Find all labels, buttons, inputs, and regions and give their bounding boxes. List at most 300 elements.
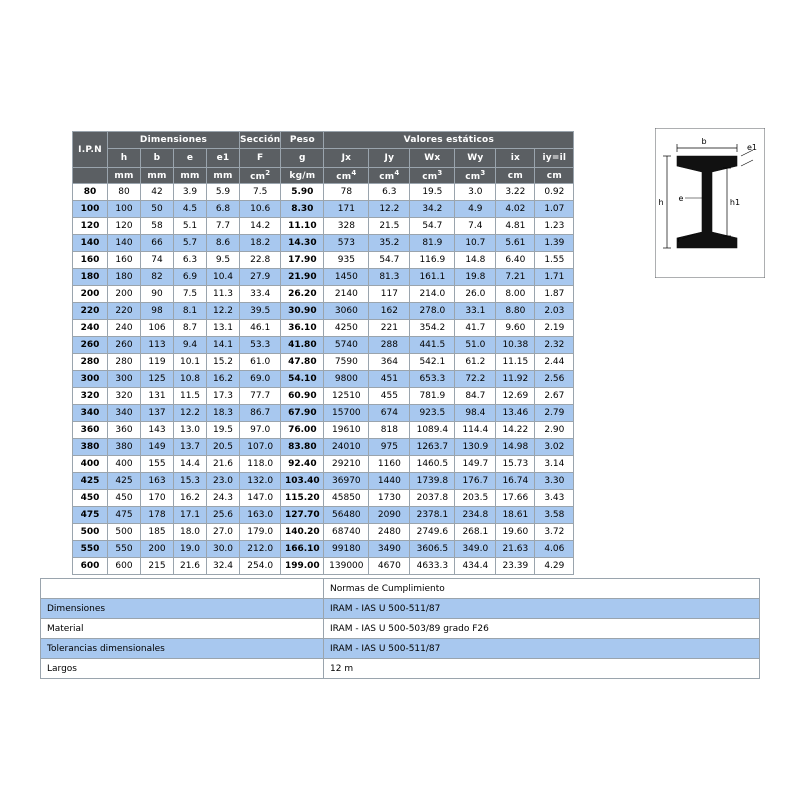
unit-e1: mm (207, 168, 240, 184)
cell-wy: 268.1 (455, 524, 496, 541)
cell-iyil: 1.07 (535, 201, 574, 218)
cell-iyil: 1.39 (535, 235, 574, 252)
cell-b: 82 (141, 269, 174, 286)
cell-ipn: 380 (73, 439, 108, 456)
cell-f: 22.8 (240, 252, 281, 269)
table-row (73, 354, 574, 371)
cell-g: 60.90 (281, 388, 324, 405)
cell-wx: 354.2 (410, 320, 455, 337)
cell-h: 220 (108, 303, 141, 320)
cell-wx: 19.5 (410, 184, 455, 201)
cell-iyil: 2.56 (535, 371, 574, 388)
cell-g: 30.90 (281, 303, 324, 320)
cell-wy: 26.0 (455, 286, 496, 303)
cell-e1: 13.1 (207, 320, 240, 337)
cell-iyil: 2.79 (535, 405, 574, 422)
cell-e: 14.4 (174, 456, 207, 473)
table-row (73, 507, 574, 524)
cell-jx: 1450 (324, 269, 369, 286)
cell-ipn: 450 (73, 490, 108, 507)
cell-ipn: 240 (73, 320, 108, 337)
cell-ix: 10.38 (496, 337, 535, 354)
cell-wy: 130.9 (455, 439, 496, 456)
cell-g: 67.90 (281, 405, 324, 422)
cell-jy: 4670 (369, 558, 410, 575)
cell-wy: 72.2 (455, 371, 496, 388)
cell-iyil: 2.19 (535, 320, 574, 337)
cell-wx: 54.7 (410, 218, 455, 235)
cell-h: 120 (108, 218, 141, 235)
cell-f: 69.0 (240, 371, 281, 388)
cell-ix: 15.73 (496, 456, 535, 473)
cell-f: 46.1 (240, 320, 281, 337)
cell-b: 185 (141, 524, 174, 541)
unit-h: mm (108, 168, 141, 184)
cell-f: 33.4 (240, 286, 281, 303)
cell-wy: 203.5 (455, 490, 496, 507)
cell-jx: 139000 (324, 558, 369, 575)
cell-f: 179.0 (240, 524, 281, 541)
cell-b: 200 (141, 541, 174, 558)
header-ipn: I.P.N (73, 132, 108, 168)
cell-b: 90 (141, 286, 174, 303)
cell-f: 53.3 (240, 337, 281, 354)
norms-row-value: IRAM - IAS U 500-511/87 (324, 599, 760, 619)
label-e1: e1 (747, 143, 758, 152)
cell-jy: 818 (369, 422, 410, 439)
cell-g: 41.80 (281, 337, 324, 354)
cell-e: 5.1 (174, 218, 207, 235)
cell-e1: 24.3 (207, 490, 240, 507)
cell-h: 280 (108, 354, 141, 371)
cell-e1: 23.0 (207, 473, 240, 490)
cell-e1: 10.4 (207, 269, 240, 286)
cell-wx: 1739.8 (410, 473, 455, 490)
cell-iyil: 3.02 (535, 439, 574, 456)
cell-wy: 434.4 (455, 558, 496, 575)
cell-f: 254.0 (240, 558, 281, 575)
cell-e: 7.5 (174, 286, 207, 303)
cell-jx: 4250 (324, 320, 369, 337)
cell-wy: 98.4 (455, 405, 496, 422)
table-row (73, 303, 574, 320)
cell-jy: 455 (369, 388, 410, 405)
cell-f: 163.0 (240, 507, 281, 524)
cell-ipn: 550 (73, 541, 108, 558)
cell-iyil: 4.06 (535, 541, 574, 558)
cell-jx: 12510 (324, 388, 369, 405)
cell-e: 4.5 (174, 201, 207, 218)
cell-g: 26.20 (281, 286, 324, 303)
cell-e: 6.3 (174, 252, 207, 269)
cell-e1: 25.6 (207, 507, 240, 524)
cell-wy: 176.7 (455, 473, 496, 490)
table-row (73, 201, 574, 218)
cell-b: 163 (141, 473, 174, 490)
cell-jy: 364 (369, 354, 410, 371)
cell-wx: 2749.6 (410, 524, 455, 541)
table-row (73, 337, 574, 354)
cell-ipn: 260 (73, 337, 108, 354)
cell-e1: 14.1 (207, 337, 240, 354)
norms-row-value: IRAM - IAS U 500-511/87 (324, 639, 760, 659)
table-head (73, 132, 574, 184)
unit-ipn (73, 168, 108, 184)
cell-wy: 3.0 (455, 184, 496, 201)
cell-wy: 149.7 (455, 456, 496, 473)
label-h: h (658, 198, 664, 207)
cell-jx: 29210 (324, 456, 369, 473)
cell-g: 140.20 (281, 524, 324, 541)
cell-e1: 20.5 (207, 439, 240, 456)
cell-iyil: 2.67 (535, 388, 574, 405)
cell-h: 380 (108, 439, 141, 456)
cell-jx: 3060 (324, 303, 369, 320)
cell-wx: 116.9 (410, 252, 455, 269)
cell-ix: 7.21 (496, 269, 535, 286)
cell-b: 155 (141, 456, 174, 473)
cell-ix: 11.15 (496, 354, 535, 371)
cell-h: 550 (108, 541, 141, 558)
cell-ix: 14.22 (496, 422, 535, 439)
norms-row-value: 12 m (324, 659, 760, 679)
cell-iyil: 3.30 (535, 473, 574, 490)
cell-e1: 30.0 (207, 541, 240, 558)
table-row (73, 218, 574, 235)
cell-iyil: 3.43 (535, 490, 574, 507)
cell-jx: 19610 (324, 422, 369, 439)
symbol-Jx: Jx (324, 149, 369, 168)
cell-ipn: 80 (73, 184, 108, 201)
cell-jx: 15700 (324, 405, 369, 422)
cell-jy: 54.7 (369, 252, 410, 269)
cell-ix: 4.02 (496, 201, 535, 218)
cell-g: 8.30 (281, 201, 324, 218)
header-peso: Peso (281, 132, 324, 149)
norms-header-left (41, 579, 324, 599)
cell-iyil: 2.32 (535, 337, 574, 354)
norms-row-label: Material (41, 619, 324, 639)
header-seccion: Sección (240, 132, 281, 149)
cell-e: 13.0 (174, 422, 207, 439)
table-row (73, 541, 574, 558)
cell-ipn: 100 (73, 201, 108, 218)
cell-e1: 27.0 (207, 524, 240, 541)
cell-f: 39.5 (240, 303, 281, 320)
cell-h: 360 (108, 422, 141, 439)
cell-e1: 5.9 (207, 184, 240, 201)
cell-wy: 114.4 (455, 422, 496, 439)
cell-b: 74 (141, 252, 174, 269)
cell-wy: 61.2 (455, 354, 496, 371)
norms-header-right: Normas de Cumplimiento (324, 579, 760, 599)
cell-wx: 2037.8 (410, 490, 455, 507)
cell-jy: 1160 (369, 456, 410, 473)
symbol-Wx: Wx (410, 149, 455, 168)
cell-g: 127.70 (281, 507, 324, 524)
cell-e: 13.7 (174, 439, 207, 456)
cell-wy: 234.8 (455, 507, 496, 524)
cell-ix: 23.39 (496, 558, 535, 575)
cell-ipn: 140 (73, 235, 108, 252)
cell-h: 160 (108, 252, 141, 269)
table-row (73, 456, 574, 473)
cell-wx: 2378.1 (410, 507, 455, 524)
cell-e: 21.6 (174, 558, 207, 575)
cell-iyil: 2.90 (535, 422, 574, 439)
cell-jy: 21.5 (369, 218, 410, 235)
unit-header-row (73, 168, 574, 184)
cell-e1: 6.8 (207, 201, 240, 218)
unit-ix: cm (496, 168, 535, 184)
cell-e1: 17.3 (207, 388, 240, 405)
symbol-ix: ix (496, 149, 535, 168)
unit-Wy: $cm^3$ (455, 168, 496, 184)
cell-wx: 81.9 (410, 235, 455, 252)
cell-ipn: 340 (73, 405, 108, 422)
unit-e: mm (174, 168, 207, 184)
cell-b: 215 (141, 558, 174, 575)
cell-e1: 21.6 (207, 456, 240, 473)
cell-iyil: 1.23 (535, 218, 574, 235)
cell-ix: 5.61 (496, 235, 535, 252)
cell-jx: 9800 (324, 371, 369, 388)
cell-wy: 33.1 (455, 303, 496, 320)
table-row (73, 422, 574, 439)
cell-jx: 328 (324, 218, 369, 235)
cell-jx: 5740 (324, 337, 369, 354)
cell-f: 27.9 (240, 269, 281, 286)
table-row (73, 388, 574, 405)
cell-iyil: 4.29 (535, 558, 574, 575)
cell-h: 180 (108, 269, 141, 286)
cell-h: 340 (108, 405, 141, 422)
norms-row (41, 639, 760, 659)
cell-e: 19.0 (174, 541, 207, 558)
cell-ipn: 425 (73, 473, 108, 490)
cell-jy: 1440 (369, 473, 410, 490)
symbol-e: e (174, 149, 207, 168)
cell-ipn: 320 (73, 388, 108, 405)
cell-jy: 35.2 (369, 235, 410, 252)
cell-b: 66 (141, 235, 174, 252)
cell-jy: 3490 (369, 541, 410, 558)
symbol-Wy: Wy (455, 149, 496, 168)
unit-F: $cm^2$ (240, 168, 281, 184)
cell-jy: 81.3 (369, 269, 410, 286)
cell-ipn: 500 (73, 524, 108, 541)
cell-e: 8.7 (174, 320, 207, 337)
cell-wy: 7.4 (455, 218, 496, 235)
cell-e: 9.4 (174, 337, 207, 354)
cell-e1: 15.2 (207, 354, 240, 371)
cell-e: 10.1 (174, 354, 207, 371)
cell-g: 166.10 (281, 541, 324, 558)
cell-b: 143 (141, 422, 174, 439)
cell-jx: 56480 (324, 507, 369, 524)
cell-jy: 6.3 (369, 184, 410, 201)
cell-iyil: 1.87 (535, 286, 574, 303)
cell-ix: 12.69 (496, 388, 535, 405)
label-r: r (677, 235, 681, 244)
table-row (73, 286, 574, 303)
cell-jy: 674 (369, 405, 410, 422)
cell-jy: 288 (369, 337, 410, 354)
cell-h: 450 (108, 490, 141, 507)
cell-e: 6.9 (174, 269, 207, 286)
cell-e: 16.2 (174, 490, 207, 507)
table-row (73, 235, 574, 252)
cell-ix: 8.80 (496, 303, 535, 320)
cell-e1: 7.7 (207, 218, 240, 235)
cell-e: 17.1 (174, 507, 207, 524)
cell-e: 3.9 (174, 184, 207, 201)
cell-iyil: 1.71 (535, 269, 574, 286)
cell-g: 54.10 (281, 371, 324, 388)
norms-table (40, 578, 760, 679)
cell-jy: 451 (369, 371, 410, 388)
cell-wy: 14.8 (455, 252, 496, 269)
cell-h: 475 (108, 507, 141, 524)
cell-jx: 7590 (324, 354, 369, 371)
cell-g: 5.90 (281, 184, 324, 201)
cell-wy: 4.9 (455, 201, 496, 218)
norms-row-label: Tolerancias dimensionales (41, 639, 324, 659)
cell-wx: 161.1 (410, 269, 455, 286)
table-body (73, 184, 574, 575)
label-h1: h1 (729, 198, 741, 207)
symbol-h: h (108, 149, 141, 168)
cell-f: 212.0 (240, 541, 281, 558)
unit-Jy: $cm^4$ (369, 168, 410, 184)
cell-b: 113 (141, 337, 174, 354)
cell-b: 42 (141, 184, 174, 201)
norms-row-value: IRAM - IAS U 500-503/89 grado F26 (324, 619, 760, 639)
cell-jx: 24010 (324, 439, 369, 456)
cell-b: 58 (141, 218, 174, 235)
cell-ipn: 220 (73, 303, 108, 320)
cell-h: 320 (108, 388, 141, 405)
cell-g: 11.10 (281, 218, 324, 235)
cell-e: 11.5 (174, 388, 207, 405)
cell-g: 76.00 (281, 422, 324, 439)
cell-e: 8.1 (174, 303, 207, 320)
cell-g: 14.30 (281, 235, 324, 252)
symbol-iy: iy=il (535, 149, 574, 168)
cell-ix: 8.00 (496, 286, 535, 303)
group-header-row (73, 132, 574, 149)
cell-f: 132.0 (240, 473, 281, 490)
cell-g: 103.40 (281, 473, 324, 490)
cell-jy: 975 (369, 439, 410, 456)
cell-iyil: 1.55 (535, 252, 574, 269)
label-e: e (678, 194, 684, 203)
cell-b: 106 (141, 320, 174, 337)
cell-f: 18.2 (240, 235, 281, 252)
cell-b: 98 (141, 303, 174, 320)
cell-jx: 36970 (324, 473, 369, 490)
cell-h: 500 (108, 524, 141, 541)
symbol-F: F (240, 149, 281, 168)
cell-g: 17.90 (281, 252, 324, 269)
norms-row-label: Dimensiones (41, 599, 324, 619)
unit-iy: cm (535, 168, 574, 184)
cell-ix: 9.60 (496, 320, 535, 337)
cell-ix: 21.63 (496, 541, 535, 558)
cell-h: 80 (108, 184, 141, 201)
cell-g: 83.80 (281, 439, 324, 456)
cell-f: 118.0 (240, 456, 281, 473)
symbol-Jy: Jy (369, 149, 410, 168)
cell-ix: 6.40 (496, 252, 535, 269)
cell-f: 10.6 (240, 201, 281, 218)
table-row (73, 405, 574, 422)
cell-f: 61.0 (240, 354, 281, 371)
cell-f: 107.0 (240, 439, 281, 456)
cell-h: 240 (108, 320, 141, 337)
cell-e1: 11.3 (207, 286, 240, 303)
cell-jx: 68740 (324, 524, 369, 541)
cell-e1: 8.6 (207, 235, 240, 252)
cell-jx: 45850 (324, 490, 369, 507)
cell-jy: 162 (369, 303, 410, 320)
cell-ipn: 120 (73, 218, 108, 235)
cell-e1: 32.4 (207, 558, 240, 575)
cell-b: 119 (141, 354, 174, 371)
cell-ipn: 475 (73, 507, 108, 524)
cell-wx: 1263.7 (410, 439, 455, 456)
cell-jx: 99180 (324, 541, 369, 558)
cell-wx: 441.5 (410, 337, 455, 354)
cell-h: 300 (108, 371, 141, 388)
cell-h: 260 (108, 337, 141, 354)
unit-Jx: $cm^4$ (324, 168, 369, 184)
cell-ipn: 180 (73, 269, 108, 286)
norms-row (41, 599, 760, 619)
table-row (73, 473, 574, 490)
cell-wy: 84.7 (455, 388, 496, 405)
cell-wx: 923.5 (410, 405, 455, 422)
cell-e1: 19.5 (207, 422, 240, 439)
table-row (73, 371, 574, 388)
cell-ix: 14.98 (496, 439, 535, 456)
cell-e1: 12.2 (207, 303, 240, 320)
cell-wx: 4633.3 (410, 558, 455, 575)
cell-ipn: 200 (73, 286, 108, 303)
cell-wx: 214.0 (410, 286, 455, 303)
cell-ix: 11.92 (496, 371, 535, 388)
norms-row-label: Largos (41, 659, 324, 679)
cell-h: 200 (108, 286, 141, 303)
label-b: b (701, 137, 707, 146)
symbol-g: g (281, 149, 324, 168)
cell-e1: 18.3 (207, 405, 240, 422)
cell-e1: 9.5 (207, 252, 240, 269)
table-row (73, 320, 574, 337)
cell-ipn: 360 (73, 422, 108, 439)
cell-iyil: 3.58 (535, 507, 574, 524)
cell-b: 137 (141, 405, 174, 422)
cell-wx: 653.3 (410, 371, 455, 388)
cell-jy: 221 (369, 320, 410, 337)
cell-jx: 573 (324, 235, 369, 252)
cell-e: 10.8 (174, 371, 207, 388)
cell-jy: 2090 (369, 507, 410, 524)
cell-g: 199.00 (281, 558, 324, 575)
cell-jy: 117 (369, 286, 410, 303)
cell-iyil: 2.03 (535, 303, 574, 320)
ipn-profiles-table (72, 131, 574, 575)
